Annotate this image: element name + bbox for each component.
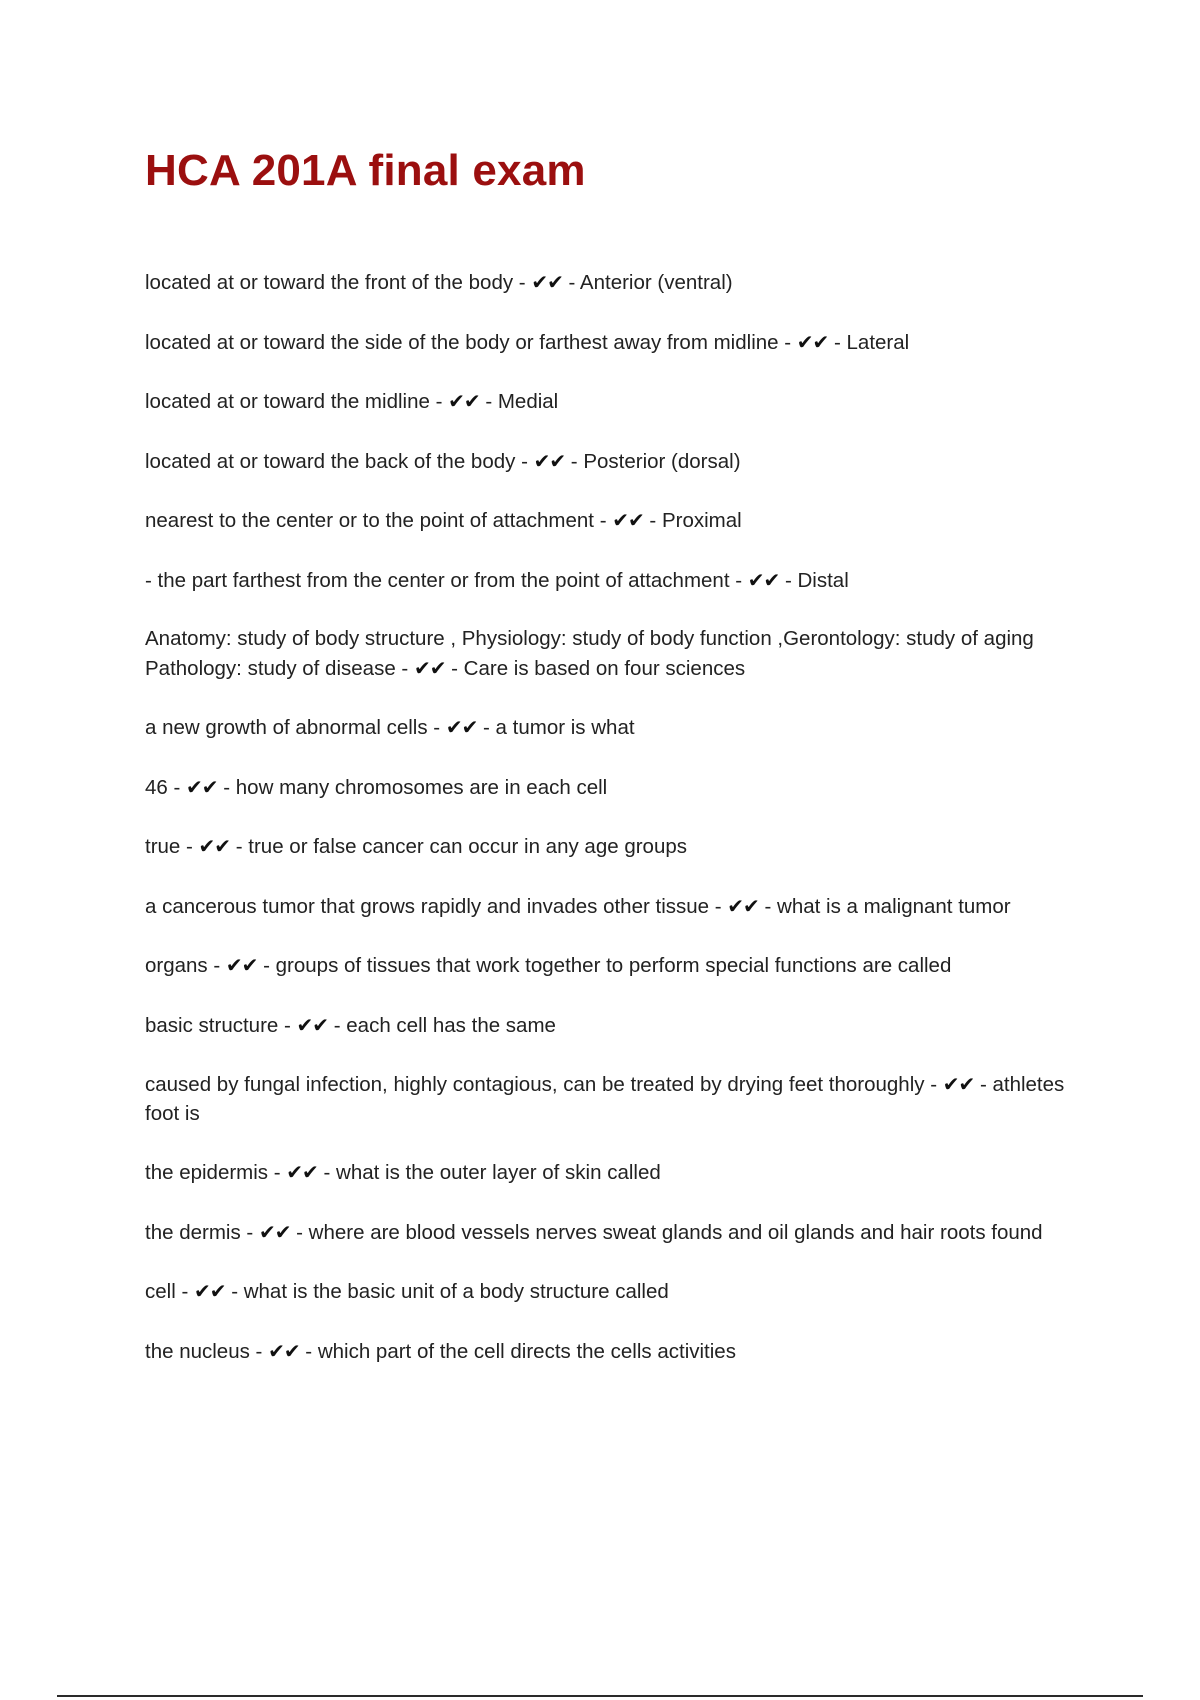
double-check-icon: ✔✔	[445, 715, 478, 739]
entry-definition: each cell has the same	[346, 1013, 556, 1037]
entry-separator: -	[317, 1161, 337, 1184]
double-check-icon: ✔✔	[258, 1219, 291, 1244]
entry-separator: -	[328, 1013, 347, 1037]
entry-definition: Medial	[497, 390, 559, 413]
double-check-icon: ✔✔	[942, 1072, 975, 1096]
entry-separator: -	[513, 271, 532, 294]
entry-definition: Distal	[797, 568, 849, 592]
entry-separator: -	[180, 835, 199, 858]
entry-separator: -	[249, 1339, 269, 1363]
entry-definition: a tumor is what	[495, 716, 635, 739]
double-check-icon: ✔✔	[193, 1279, 226, 1303]
flashcard-entry	[145, 713, 1095, 743]
entry-separator: -	[974, 1073, 993, 1096]
entry-separator: -	[778, 330, 797, 354]
flashcard-entry	[145, 1277, 1095, 1307]
entry-term: a new growth of abnormal cells	[145, 716, 428, 739]
flashcard-entry	[145, 387, 1095, 417]
double-check-icon: ✔✔	[448, 389, 480, 413]
entry-separator: -	[562, 271, 580, 294]
entry-term: located at or toward the front of the body	[145, 271, 514, 294]
entry-separator: -	[395, 656, 414, 680]
entry-separator: -	[427, 716, 446, 739]
entry-separator: -	[515, 449, 534, 473]
double-check-icon: ✔✔	[747, 567, 780, 592]
entry-term: a cancerous tumor that grows rapidly and invades other tissue	[145, 894, 710, 918]
entry-separator: -	[729, 568, 748, 592]
double-check-icon: ✔✔	[186, 774, 218, 799]
entry-separator: -	[924, 1073, 943, 1096]
entry-separator: -	[477, 716, 496, 739]
entry-term: caused by fungal infection, highly contagious, can be treated by drying feet thoroughly	[145, 1073, 925, 1096]
double-check-icon: ✔✔	[533, 448, 566, 473]
flashcard-entry	[145, 1337, 1095, 1367]
flashcard-entry	[145, 1011, 1095, 1041]
entry-definition: how many chromosomes are in each cell	[235, 775, 608, 799]
entry-definition: Lateral	[846, 330, 910, 354]
flashcard-entry	[145, 566, 1095, 596]
double-check-icon: ✔✔	[796, 329, 829, 354]
double-check-icon: ✔✔	[727, 893, 759, 918]
entry-separator: -	[278, 1013, 297, 1037]
entry-separator: -	[779, 568, 798, 592]
double-check-icon: ✔✔	[268, 1338, 300, 1363]
entry-term: Anatomy: study of body structure , Physiology: study of body function ,Gerontology: study of aging Pathology: study of disease	[145, 627, 1034, 680]
double-check-icon: ✔✔	[612, 508, 644, 532]
entry-definition: athletes foot is	[145, 1073, 1065, 1125]
entry-separator: -	[565, 449, 584, 473]
entry-separator: -	[207, 954, 226, 977]
entry-separator: -	[240, 1220, 259, 1244]
entry-separator: -	[175, 1280, 194, 1303]
entry-term: the dermis	[145, 1220, 241, 1244]
entry-definition: which part of the cell directs the cells activities	[317, 1339, 736, 1363]
double-check-icon: ✔✔	[413, 655, 446, 680]
double-check-icon: ✔✔	[296, 1012, 329, 1037]
entry-separator: -	[445, 656, 464, 680]
entry-definition: what is the basic unit of a body structure called	[243, 1280, 669, 1303]
entry-separator: -	[257, 954, 276, 977]
flashcard-entry	[145, 328, 1095, 358]
flashcard-entry	[145, 892, 1095, 922]
document-title: HCA 201A final exam	[145, 146, 586, 195]
entry-definition: true or false cancer can occur in any age groups	[248, 835, 687, 858]
entry-term: located at or toward the back of the body	[145, 449, 516, 473]
entry-separator: -	[594, 509, 613, 532]
flashcard-entry	[145, 1218, 1095, 1248]
flashcard-entry	[145, 773, 1095, 803]
entry-term: basic structure	[145, 1013, 279, 1037]
entry-term: the epidermis	[145, 1161, 269, 1184]
flashcard-entry	[145, 625, 1095, 683]
flashcard-entry	[145, 447, 1095, 477]
entry-separator: -	[479, 390, 498, 413]
entry-definition: Posterior (dorsal)	[583, 449, 741, 473]
entry-separator: -	[828, 330, 847, 354]
entry-definition: Anterior (ventral)	[579, 271, 733, 294]
entry-term: cell	[145, 1280, 176, 1303]
entry-separator: -	[299, 1339, 318, 1363]
double-check-icon: ✔✔	[198, 834, 231, 858]
entry-definition: what is a malignant tumor	[777, 894, 1011, 918]
flashcard-entry	[145, 832, 1095, 862]
flashcard-entry	[145, 268, 1095, 298]
entry-separator: -	[217, 775, 236, 799]
entry-definition: what is the outer layer of skin called	[336, 1161, 661, 1184]
entry-term: true	[145, 835, 181, 858]
entry-definition: groups of tissues that work together to perform special functions are called	[275, 954, 952, 977]
entry-term: nearest to the center or to the point of attachment	[145, 509, 594, 532]
entry-separator: -	[709, 894, 728, 918]
entry-term: located at or toward the midline	[145, 390, 430, 413]
flashcard-list	[145, 268, 1095, 1396]
entry-separator: -	[230, 835, 249, 858]
flashcard-entry	[145, 951, 1095, 981]
entry-definition: Proximal	[661, 509, 742, 532]
flashcard-entry	[145, 1158, 1095, 1188]
entry-definition: where are blood vessels nerves sweat glands and oil glands and hair roots found	[308, 1220, 1043, 1244]
entry-separator: -	[225, 1280, 244, 1303]
entry-separator: -	[268, 1161, 287, 1184]
entry-term: located at or toward the side of the body or farthest away from midline	[145, 330, 779, 354]
footer-divider	[57, 1695, 1143, 1697]
double-check-icon: ✔✔	[225, 953, 258, 977]
entry-separator: -	[167, 775, 187, 799]
double-check-icon: ✔✔	[531, 270, 563, 294]
entry-separator: -	[643, 509, 662, 532]
entry-definition: Care is based on four sciences	[463, 656, 746, 680]
entry-separator: -	[290, 1220, 309, 1244]
entry-term: the nucleus	[145, 1339, 250, 1363]
entry-term: organs	[145, 954, 208, 977]
entry-term: - the part farthest from the center or from the point of attachment	[145, 568, 730, 592]
flashcard-entry	[145, 1070, 1095, 1128]
entry-term: 46	[145, 775, 168, 799]
entry-separator: -	[429, 390, 449, 413]
flashcard-entry	[145, 506, 1095, 536]
double-check-icon: ✔✔	[286, 1160, 318, 1184]
entry-separator: -	[758, 894, 778, 918]
